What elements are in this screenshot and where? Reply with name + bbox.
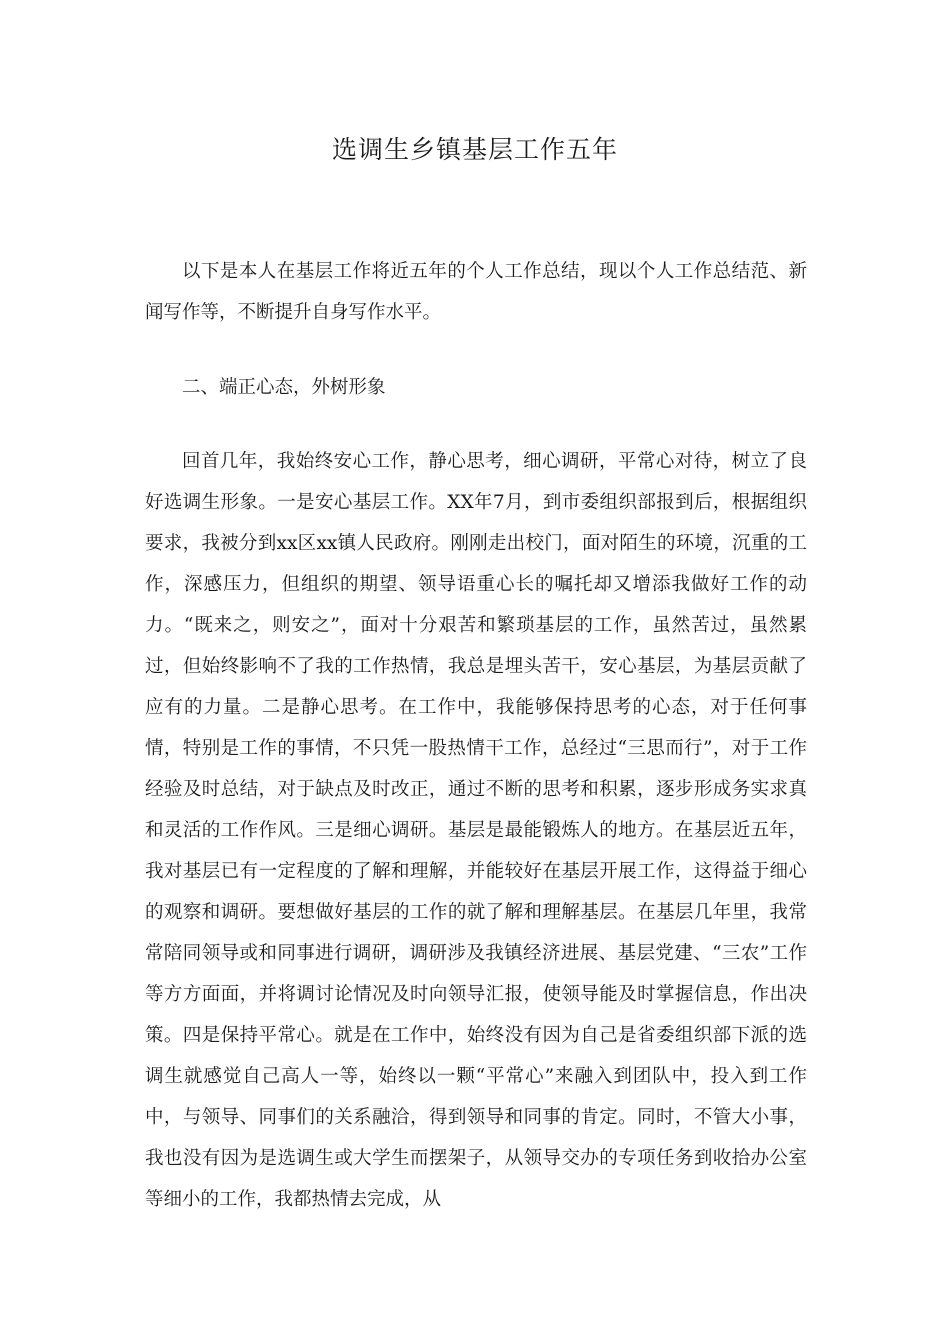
section-heading: 二、端正心态，外树形象 bbox=[182, 377, 386, 398]
document-title: 选调生乡镇基层工作五年 bbox=[331, 135, 618, 164]
intro-paragraph: 以下是本人在基层工作将近五年的个人工作总结，现以个人工作总结范、新闻写作等，不断提升自身写作水平。 bbox=[145, 261, 807, 323]
body-paragraph: 回首几年，我始终安心工作，静心思考，细心调研，平常心对待，树立了良好选调生形象。一是安心基层工作。XX年7月，到市委组织部报到后，根据组织要求，我被分到xx区xx镇人民政府。刚刚走出校门，面对陌生的环境，沉重的工作，深感压力，但组织的期望、领导语重心长的嘱托却又增添我做好工作的动力。“既来之，则安之”，面对十分艰苦和繁琐基层的工作，虽然苦过，虽然累过，但始终影响不了我的工作热情，我总是埋头苦干，安心基层，为基层贡献了应有的力量。二是静心思考。在工作中，我能够保持思考的心态，对于任何事情，特别是工作的事情，不只凭一股热情干工作，总经过“三思而行”，对于工作经验及时总结，对于缺点及时改正，通过不断的思考和积累，逐步形成务实求真和灵活的工作作风。三是细心调研。基层是最能锻炼人的地方。在基层近五年，我对基层已有一定程度的了解和理解，并能较好在基层开展工作，这得益于细心的观察和调研。要想做好基层的工作的就了解和理解基层。在基层几年里，我常常陪同领导或和同事进行调研，调研涉及我镇经济进展、基层党建、“三农”工作等方方面面，并将调讨论情况及时向领导汇报，使领导能及时掌握信息，作出决策。四是保持平常心。就是在工作中，始终没有因为自己是省委组织部下派的选调生就感觉自己高人一等，始终以一颗“平常心”来融入到团队中，投入到工作中，与领导、同事们的关系融洽，得到领导和同事的肯定。同时，不管大小事，我也没有因为是选调生或大学生而摆架子，从领导交办的专项任务到收拾办公室等细小的工作，我都热情去完成，从 bbox=[145, 451, 807, 1210]
